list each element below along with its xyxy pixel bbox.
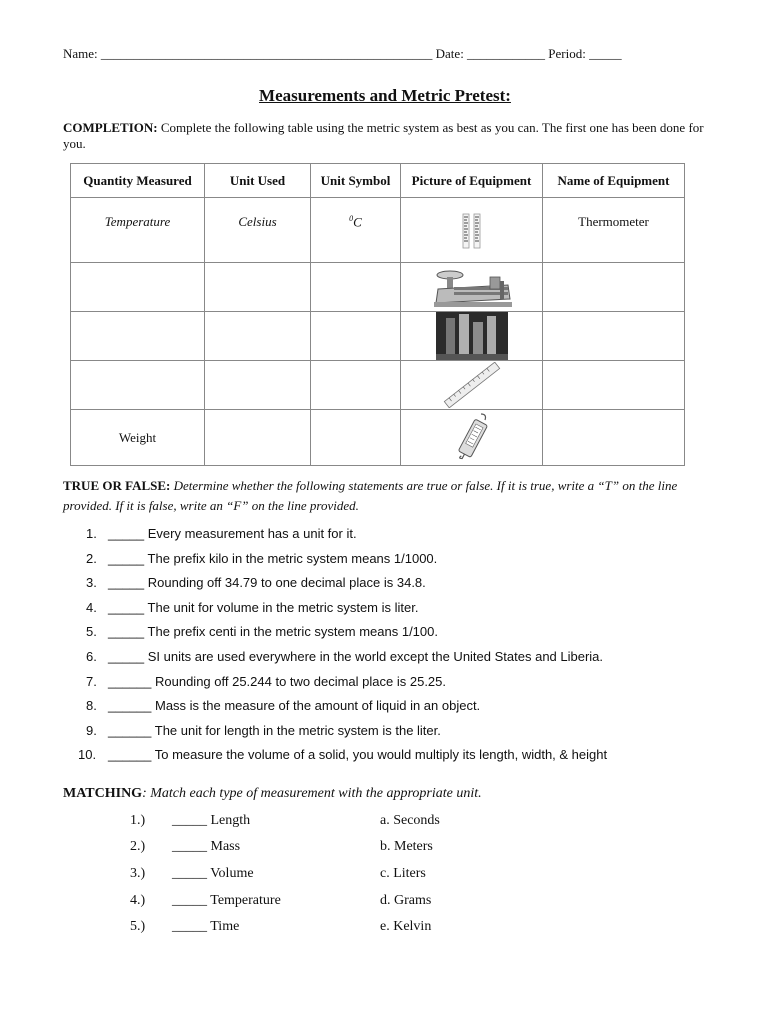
list-item bbox=[86, 723, 607, 748]
matching-term: _____ Mass bbox=[172, 839, 241, 854]
matching-label: MATCHING bbox=[63, 786, 143, 801]
symbol-letter: C bbox=[353, 214, 362, 230]
cell-quantity bbox=[71, 361, 205, 410]
matching-number: 1.) bbox=[130, 813, 146, 828]
thermometer-image bbox=[452, 211, 492, 251]
completion-instructions bbox=[63, 120, 713, 152]
item-text: _____ SI units are used everywhere in the world except the United States and Liberia. bbox=[108, 648, 604, 664]
list-item bbox=[86, 698, 607, 723]
cell-symbol bbox=[311, 361, 401, 410]
cell-name bbox=[543, 361, 685, 410]
matching-term: _____ Time bbox=[172, 919, 240, 934]
cell-quantity bbox=[71, 312, 205, 361]
item-text: _____ Every measurement has a unit for it. bbox=[108, 526, 357, 541]
matching-unit: e. Kelvin bbox=[380, 919, 432, 934]
list-item bbox=[86, 649, 607, 674]
cell-name bbox=[543, 263, 685, 312]
true-false-instructions bbox=[63, 476, 713, 516]
item-number: 5. bbox=[86, 624, 97, 640]
item-text: _____ The prefix kilo in the metric system means 1/1000. bbox=[108, 550, 438, 566]
list-item bbox=[86, 575, 607, 600]
item-text: _____ Rounding off 34.79 to one decimal place is 34.8. bbox=[108, 575, 426, 591]
item-number: 2. bbox=[86, 550, 97, 566]
list-item bbox=[86, 526, 607, 551]
table-row bbox=[71, 263, 685, 312]
table-row bbox=[71, 361, 685, 410]
cell-picture bbox=[401, 198, 543, 263]
page-title: Measurements and Metric Pretest: bbox=[259, 86, 511, 105]
table-row bbox=[71, 198, 685, 263]
cell-picture bbox=[401, 312, 543, 361]
matching-number: 4.) bbox=[130, 893, 146, 908]
matching-term: _____ Temperature bbox=[172, 893, 281, 908]
item-text: _____ The prefix centi in the metric system means 1/100. bbox=[108, 624, 438, 640]
table-header-row bbox=[71, 164, 685, 198]
cell-unit bbox=[205, 361, 311, 410]
item-number: 10. bbox=[78, 747, 97, 763]
cell-quantity: Temperature bbox=[71, 198, 205, 263]
cell-name bbox=[543, 312, 685, 361]
item-number: 4. bbox=[86, 599, 97, 615]
list-item bbox=[86, 624, 607, 649]
cell-picture bbox=[401, 410, 543, 466]
list-item bbox=[78, 747, 608, 772]
degree-superscript: 0 bbox=[349, 214, 354, 223]
completion-text: Complete the following table using the metric system as best as you can. The first one has been done for you. bbox=[63, 120, 704, 151]
true-false-list bbox=[78, 526, 608, 772]
cell-symbol bbox=[311, 198, 401, 263]
item-number: 1. bbox=[86, 526, 97, 541]
cell-quantity bbox=[71, 263, 205, 312]
item-number: 9. bbox=[86, 722, 97, 738]
item-number: 7. bbox=[86, 673, 97, 689]
matching-term: _____ Length bbox=[172, 813, 251, 828]
matching-term: _____ Volume bbox=[172, 866, 254, 881]
item-text: _____ The unit for volume in the metric system is liter. bbox=[108, 599, 419, 615]
item-text: ______ Mass is the measure of the amount of liquid in an object. bbox=[108, 698, 481, 714]
cell-quantity: Weight bbox=[71, 410, 205, 466]
cell-picture bbox=[401, 361, 543, 410]
header-picture-of-equipment: Picture of Equipment bbox=[401, 164, 543, 198]
item-text: ______ Rounding off 25.244 to two decimal place is 25.25. bbox=[108, 673, 446, 689]
item-number: 8. bbox=[86, 698, 97, 714]
header-quantity-measured: Quantity Measured bbox=[71, 164, 205, 198]
cell-symbol bbox=[311, 312, 401, 361]
triple-beam-balance-image bbox=[430, 265, 514, 309]
matching-text: : Match each type of measurement with the appropriate unit. bbox=[142, 786, 482, 801]
list-item bbox=[86, 551, 607, 576]
cell-name bbox=[543, 410, 685, 466]
header-unit-used: Unit Used bbox=[205, 164, 311, 198]
cell-picture bbox=[401, 263, 543, 312]
table-row bbox=[71, 410, 685, 466]
table-row bbox=[71, 312, 685, 361]
cell-unit: Celsius bbox=[205, 198, 311, 263]
cell-symbol bbox=[311, 263, 401, 312]
true-false-label: TRUE OR FALSE: bbox=[63, 478, 171, 493]
graduated-cylinders-image bbox=[436, 312, 508, 360]
true-false-text: Determine whether the following statements are true or false. If it is true, write a “T” on the line provided. If it is false, write an “F” on the line provided. bbox=[63, 478, 678, 513]
matching-number: 3.) bbox=[130, 866, 146, 881]
matching-instructions bbox=[63, 786, 482, 802]
header-unit-symbol: Unit Symbol bbox=[311, 164, 401, 198]
matching-number: 5.) bbox=[130, 919, 146, 934]
cell-unit bbox=[205, 312, 311, 361]
item-number: 6. bbox=[86, 648, 97, 664]
item-number: 3. bbox=[86, 575, 97, 591]
name-date-period-line: Name: ___________________________________________________ Date: ____________ Period: _____ bbox=[63, 46, 622, 61]
header-name-of-equipment: Name of Equipment bbox=[543, 164, 685, 198]
item-text: ______ To measure the volume of a solid, you would multiply its length, width, & height bbox=[108, 747, 608, 763]
cell-unit bbox=[205, 263, 311, 312]
matching-number: 2.) bbox=[130, 839, 146, 854]
equipment-table bbox=[70, 163, 685, 466]
cell-unit bbox=[205, 410, 311, 466]
matching-unit: d. Grams bbox=[380, 893, 432, 908]
completion-label: COMPLETION: bbox=[63, 120, 158, 135]
cell-name: Thermometer bbox=[543, 198, 685, 263]
list-item bbox=[86, 674, 607, 699]
spring-scale-image bbox=[447, 412, 497, 464]
matching-unit: b. Meters bbox=[380, 839, 433, 854]
matching-unit: a. Seconds bbox=[380, 813, 440, 828]
ruler-image bbox=[442, 362, 502, 408]
matching-unit: c. Liters bbox=[380, 866, 426, 881]
item-text: ______ The unit for length in the metric system is the liter. bbox=[108, 722, 441, 738]
cell-symbol bbox=[311, 410, 401, 466]
list-item bbox=[86, 600, 607, 625]
